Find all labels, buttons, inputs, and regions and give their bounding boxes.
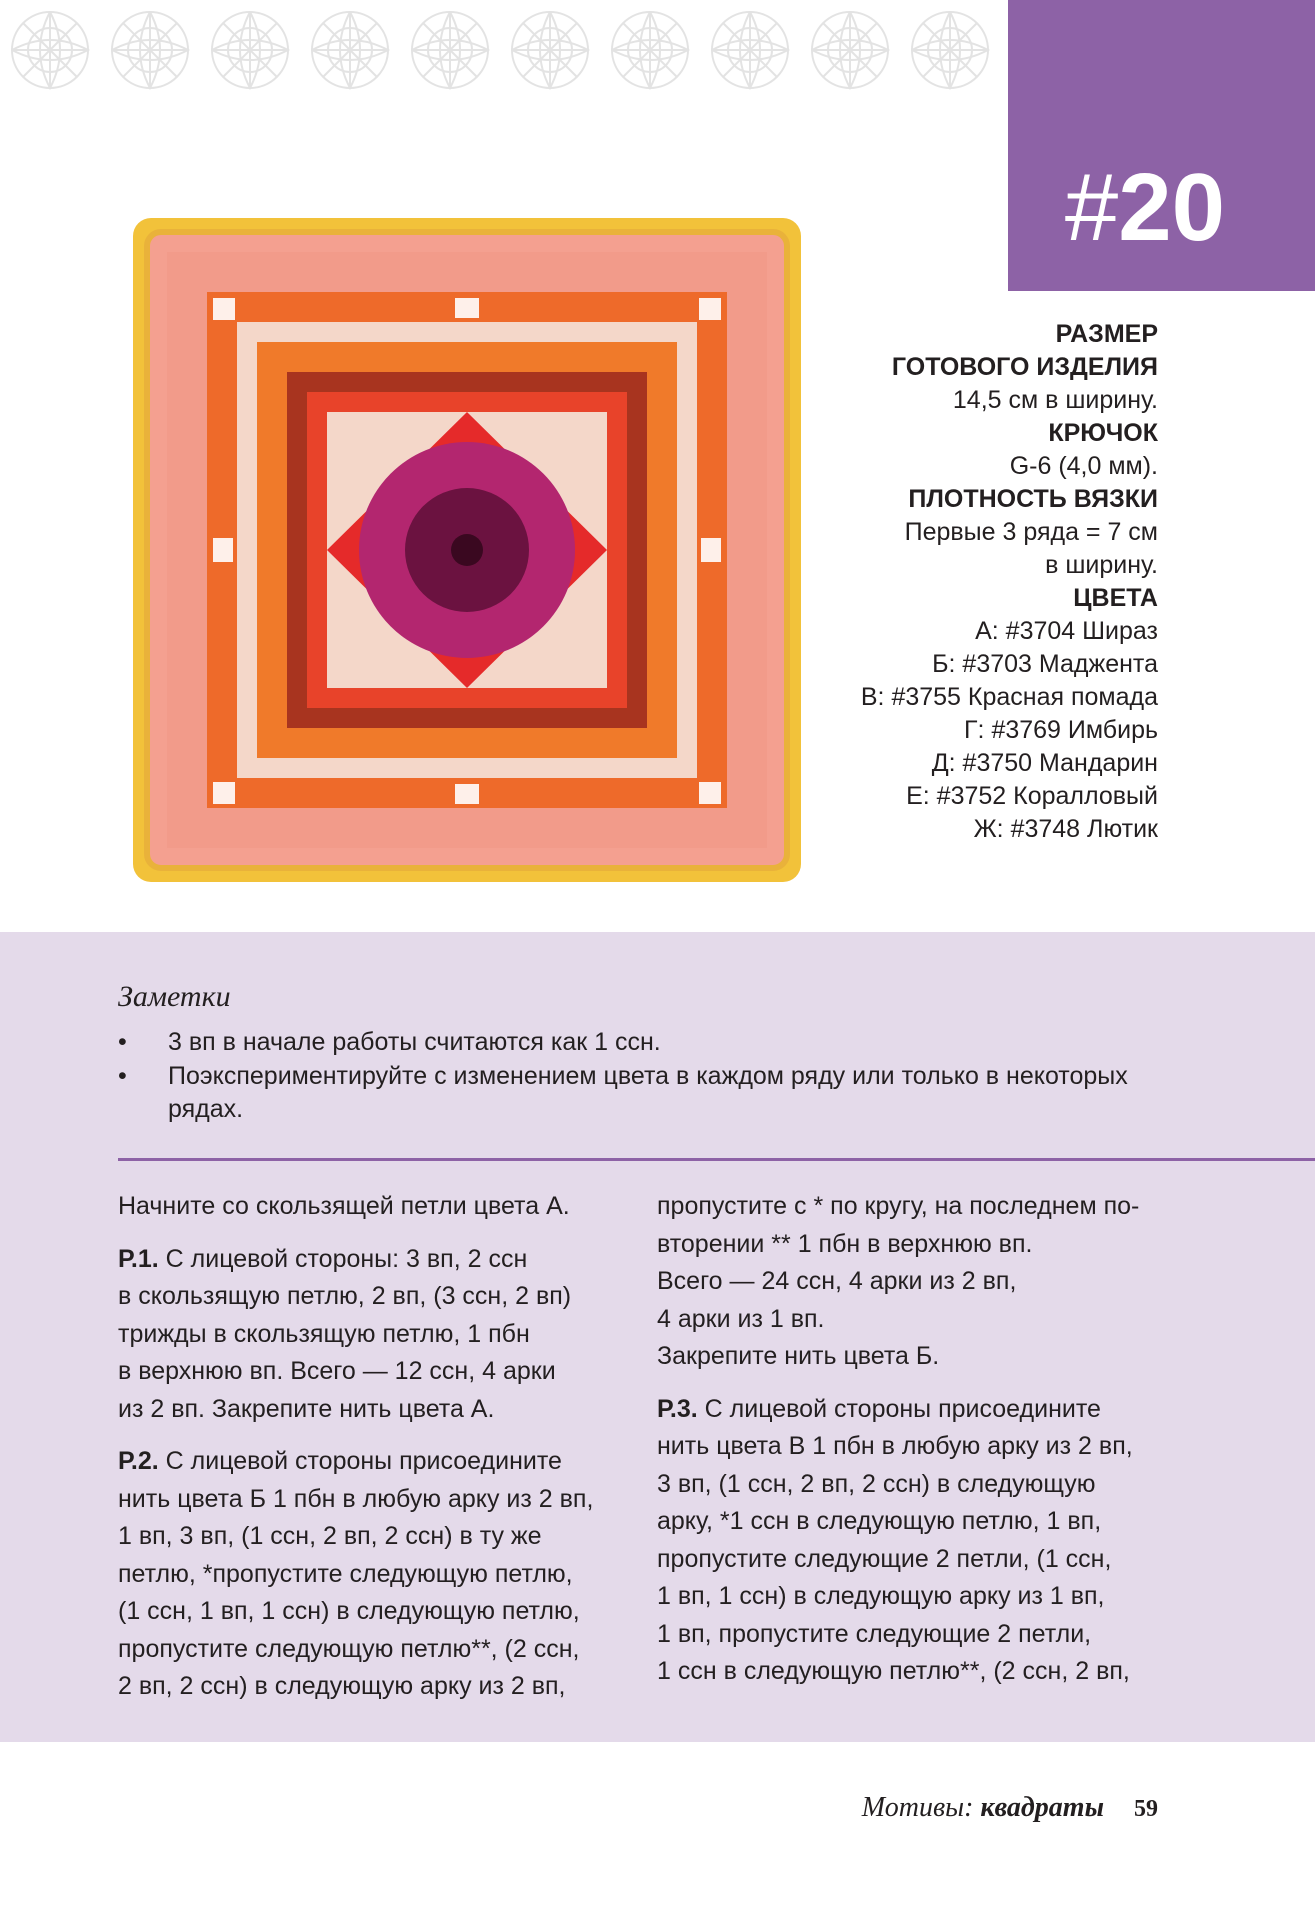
spec-size-value: 14,5 см в ширину. (952, 386, 1158, 414)
spec-hook-value: G-6 (4,0 мм). (1009, 452, 1158, 480)
round-1-label: Р.1. (118, 1244, 159, 1273)
page-number: 59 (1134, 1796, 1158, 1822)
spec-colors (638, 582, 1158, 846)
round-3: Р.3. С лицевой стороны присоедините нить цвета В 1 пбн в любую арку из 2 вп, 3 вп, (1 ссн, 2 вп, 2 ссн) в следующую арку, *1 ссн в следующую петлю, 1 вп, пропустите следующие 2 петли, (1 ссн, 1 вп, 1 ссн) в следующую арку из 1 вп, 1 вп, пропустите следующие 2 петли, 1 ссн в следующую петлю**, (2 ссн, 2 вп, (657, 1394, 1133, 1685)
spec-gauge-heading: ПЛОТНОСТЬ ВЯЗКИ (908, 485, 1158, 513)
instructions-column-2 (657, 1188, 1177, 1706)
instructions-column-1 (118, 1188, 638, 1721)
pattern-number-badge (1008, 0, 1315, 291)
color-b: Б: #3703 Маджента (932, 650, 1158, 678)
round-1: Р.1. С лицевой стороны: 3 вп, 2 ссн в скользящую петлю, 2 вп, (3 ссн, 2 вп) трижды в скользящую петлю, 1 пбн в верхнюю вп. Всего — 12 ссн, 4 арки из 2 вп. Закрепите нить цвета А. (118, 1244, 572, 1423)
color-a: А: #3704 Шираз (975, 617, 1158, 645)
spec-gauge-value-2: в ширину. (1045, 551, 1158, 579)
section-divider (118, 1158, 1315, 1161)
spec-colors-heading: ЦВЕТА (1073, 584, 1158, 612)
round-2-label: Р.2. (118, 1447, 159, 1475)
spec-size-heading-2: ГОТОВОГО ИЗДЕЛИЯ (891, 353, 1158, 381)
round-3-label: Р.3. (657, 1394, 698, 1423)
color-v: В: #3755 Красная помада (860, 683, 1158, 711)
round-2-continued: пропустите с * по кругу, на последнем по- вторении ** 1 пбн в верхнюю вп. Всего — 24 ссн, 4 арки из 2 вп, 4 арки из 1 вп. Закрепите нить цвета Б. (657, 1192, 1140, 1370)
spec-gauge-value-1: Первые 3 ряда = 7 см (904, 518, 1158, 546)
color-g: Г: #3769 Имбирь (964, 716, 1158, 744)
notes-title: Заметки (118, 980, 231, 1013)
page-footer (862, 1792, 1158, 1824)
footer-section: Мотивы: (861, 1792, 981, 1823)
spec-gauge (638, 483, 1158, 582)
spec-size-heading: РАЗМЕР (1055, 320, 1158, 348)
pattern-number: #20 (1064, 154, 1225, 261)
lace-header-ornament (0, 0, 1010, 120)
spec-size (638, 318, 1158, 417)
note-item: • Поэкспериментируйте с изменением цвета в каждом ряду или только в некоторых рядах. (118, 1062, 1128, 1123)
color-d: Д: #3750 Мандарин (931, 749, 1158, 777)
bullet-icon: • (118, 1062, 127, 1090)
spec-hook-heading: КРЮЧОК (1048, 419, 1158, 447)
round-2: Р.2. С лицевой стороны присоедините нить цвета Б 1 пбн в любую арку из 2 вп, 1 вп, 3 вп, (1 ссн, 2 вп, 2 ссн) в ту же петлю, *пропустите следующую петлю, (1 ссн, 1 вп, 1 ссн) в следующую петлю, пропустите следующую петлю**, (2 ссн, 2 вп, 2 ссн) в следующую арку из 2 вп, (118, 1447, 594, 1700)
pattern-specs (638, 318, 1158, 846)
color-zh: Ж: #3748 Лютик (973, 815, 1158, 843)
color-e: Е: #3752 Коралловый (906, 782, 1158, 810)
footer-subsection: квадраты (980, 1792, 1104, 1823)
bullet-icon: • (118, 1028, 127, 1056)
note-item: • 3 вп в начале работы считаются как 1 ссн. (118, 1026, 1168, 1059)
notes-list (118, 1026, 1168, 1127)
intro-paragraph: Начните со скользящей петли цвета А. (118, 1192, 570, 1220)
spec-hook (638, 417, 1158, 483)
